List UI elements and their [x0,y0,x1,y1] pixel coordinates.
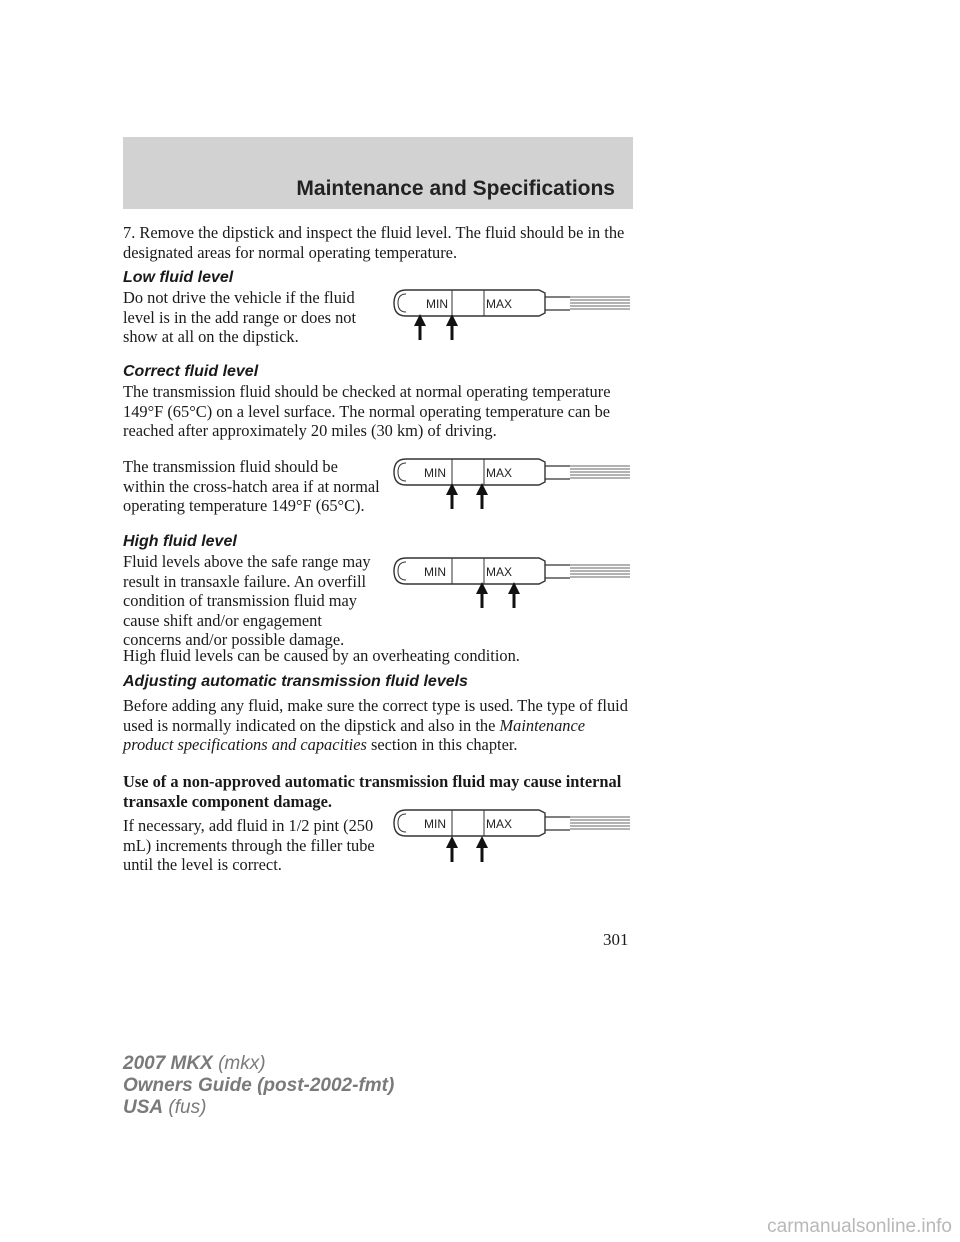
warning-paragraph: Use of a non-approved automatic transmission fluid may cause internal transaxle component damage. [123,772,622,811]
adjusting-paragraph [123,696,633,755]
min-label: MIN [424,565,446,579]
header-band [123,137,633,209]
add-fluid-paragraph: If necessary, add fluid in 1/2 pint (250 mL) increments through the filler tube until the level is correct. [123,816,375,874]
low-fluid-heading: Low fluid level [123,269,234,286]
min-label: MIN [424,817,446,831]
watermark: carmanualsonline.info [767,1216,952,1237]
dipstick-add-diagram [388,804,633,864]
correct-fluid-heading: Correct fluid level [123,363,259,380]
low-fluid-paragraph: Do not drive the vehicle if the fluid level is in the add range or does not show at all on the dipstick. [123,288,357,346]
adjusting-text-end: section in this chapter. [366,735,518,754]
footer-guide: Owners Guide (post-2002-fmt) [123,1075,395,1096]
correct-fluid-paragraph-1: The transmission fluid should be checked at normal operating temperature 149°F (65°C) on a level surface. The normal operating temperature can be reached after approximately 20 miles (30 km) of driving. [123,382,611,440]
max-label: MAX [485,297,513,311]
min-label: MIN [424,466,446,480]
dipstick-correct-diagram [388,453,633,513]
level-arrow-icon [446,836,458,862]
level-arrow-icon [446,314,458,340]
footer-model-code: (mkx) [218,1053,266,1074]
min-label: MIN [426,297,448,311]
level-arrow-icon [508,582,520,608]
footer-region-line [123,1097,394,1119]
correct-fluid-paragraph-2: The transmission fluid should be within the cross-hatch area if at normal operating temperature 149°F (65°C). [123,457,380,515]
level-arrow-icon [476,836,488,862]
max-label: MAX [485,565,513,579]
step-7-paragraph: 7. Remove the dipstick and inspect the fluid level. The fluid should be in the designated areas for normal operating temperature. [123,223,625,262]
adjusting-text-start: Before adding any fluid, make sure the correct type is used. The type of fluid used is normally indicated on the dipstick and also in the [123,696,628,735]
footer-info [123,1053,394,1119]
level-arrow-icon [476,483,488,509]
level-arrow-icon [414,314,426,340]
high-fluid-paragraph-1: Fluid levels above the safe range may result in transaxle failure. An overfill condition of transmission fluid may cause shift and/or engagement concerns and/or possible damage. [123,552,371,649]
footer-region-code: (fus) [168,1097,207,1118]
dipstick-high-diagram [388,552,633,612]
page-number: 301 [603,930,629,949]
spec-section-reference: Maintenance product specifications and capacities [123,715,586,754]
level-arrow-icon [476,582,488,608]
footer-guide-line [123,1075,394,1097]
section-title: Maintenance and Specifications [296,177,615,200]
level-arrow-icon [446,483,458,509]
high-fluid-paragraph-2: High fluid levels can be caused by an overheating condition. [123,646,520,665]
adjusting-heading: Adjusting automatic transmission fluid levels [123,673,468,690]
footer-model: 2007 MKX [123,1053,213,1074]
dipstick-low-diagram [388,284,633,344]
max-label: MAX [485,817,513,831]
high-fluid-heading: High fluid level [123,533,237,550]
footer-region: USA [123,1097,164,1118]
max-label: MAX [485,466,513,480]
footer-model-line [123,1053,394,1075]
